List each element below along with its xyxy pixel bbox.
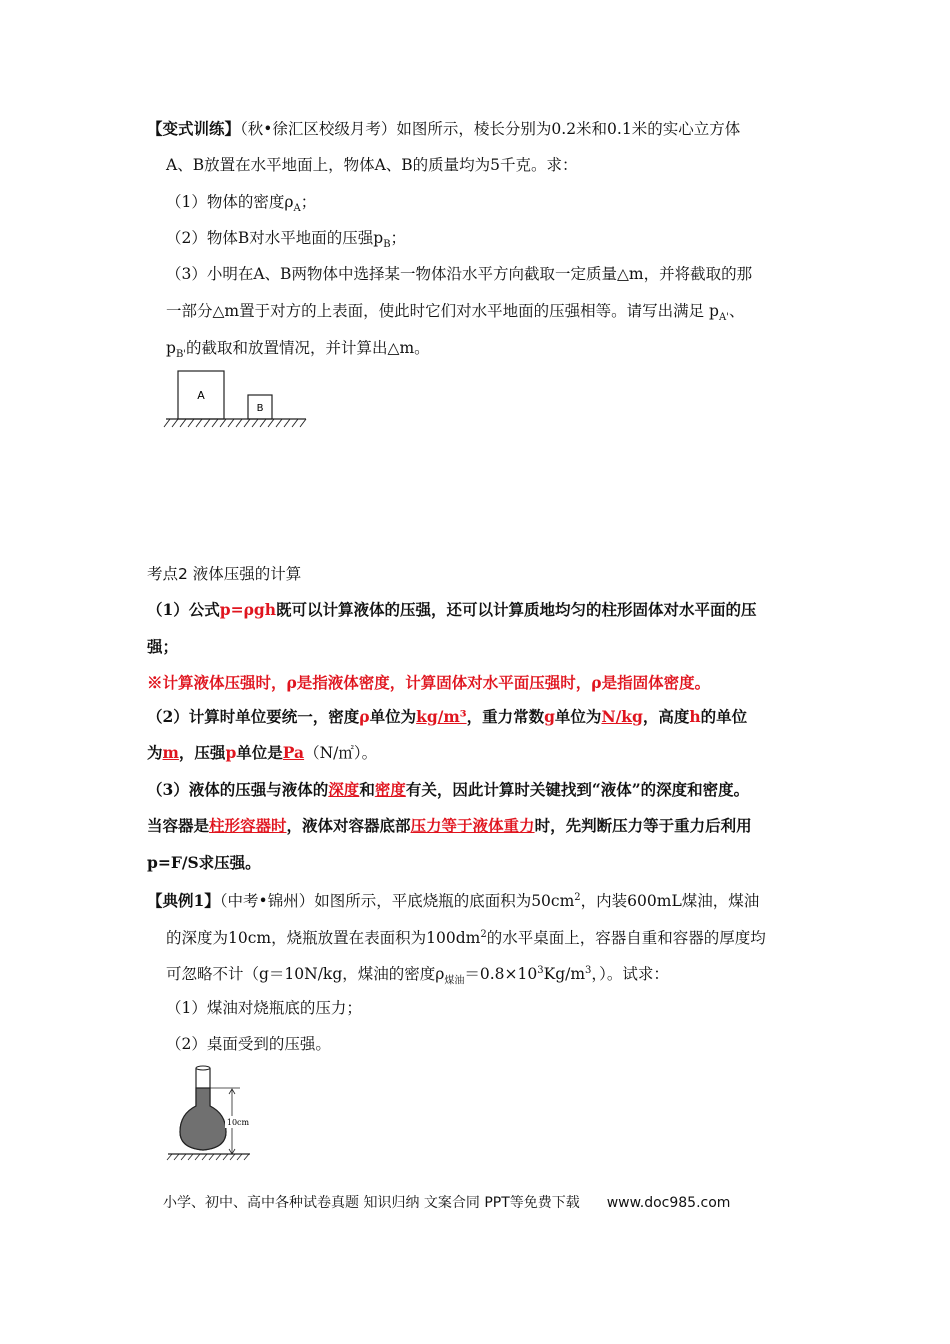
kaodian-p1-cont: 强； [147,637,179,656]
kaodian-note: ※计算液体压强时，ρ是指液体密度，计算固体对水平面压强时，ρ是指固体密度。 [147,673,711,692]
variant-q1: （1）物体的密度$\rho_A$； [166,193,317,215]
kerosene-fill [180,1088,226,1150]
kaodian-title: 考点2 液体压强的计算 [147,565,302,583]
cube-a-label: A [197,389,205,402]
variant-tag: 【变式训练】 [147,119,241,138]
cubes-figure [160,365,320,435]
cube-b-label: B [256,403,264,414]
flask-mouth [196,1066,210,1070]
table-hatch [167,1154,249,1160]
kaodian-p4: 当容器是柱形容器时，液体对容器底部压力等于液体重力时，先判断压力等于重力后利用 [147,816,752,835]
example-q2: （2）桌面受到的压强。 [166,1035,331,1053]
kaodian-p3: （3）液体的压强与液体的深度和密度有关，因此计算时关键找到“液体”的深度和密度。 [147,780,750,799]
example-line-2: 的深度为10cm，烧瓶放置在表面积为$100dm^2$的水平桌面上，容器自重和容器的厚度均 [166,929,766,948]
depth-label: 10cm [226,1118,250,1127]
ground-hatch [164,419,306,427]
example-line-3: 可忽略不计（g＝10N/kg，煤油的密度$\rho_{煤油}=0.8\times 10^3Kg/m^3$，）。试求： [166,965,669,987]
variant-q3-line-1: （3）小明在A、B两物体中选择某一物体沿水平方向截取一定质量△m，并将截取的那 [166,265,753,283]
example-q1: （1）煤油对烧瓶底的压力； [166,999,362,1017]
variant-q2: （2）物体B对水平地面的压强$p_B$； [166,229,407,251]
example-tag: 【典例1】 [147,891,220,911]
kaodian-p5: p=F/S求压强。 [147,853,261,872]
footer-text: 小学、初中、高中各种试卷真题 知识归纳 文案合同 PPT等免费下载 [163,1195,580,1211]
example-line-1: 【典例1】（中考•锦州）如图所示，平底烧瓶的底面积为$50cm^2$，内装600mL煤油，煤油 [147,891,760,911]
flask-figure [160,1062,260,1166]
kaodian-p2-line-2: 为m，压强p单位是Pa（N/㎡）。 [147,743,378,762]
kaodian-p1: （1）公式p=ρgh既可以计算液体的压强，还可以计算质地均匀的柱形固体对水平面的压 [147,600,757,619]
footer-url[interactable]: www.doc985.com [606,1195,731,1211]
kaodian-p2: （2）计算时单位要统一，密度ρ单位为kg/m³，重力常数g单位为N/kg，高度h的单位 [147,707,748,726]
variant-q3-line-3: $p_{B'}$的截取和放置情况，并计算出△m。 [166,339,430,361]
variant-q3-line-2: 一部分△m置于对方的上表面，使此时它们对水平地面的压强相等。请写出满足 $p_{A'}$、 [166,302,745,324]
variant-line-1: 【变式训练】（秋•徐汇区校级月考）如图所示，棱长分别为0.2米和0.1米的实心立方体 [147,119,741,138]
footer [163,1192,730,1212]
variant-line-2: A、B放置在水平地面上，物体A、B的质量均为5千克。求： [166,156,578,174]
